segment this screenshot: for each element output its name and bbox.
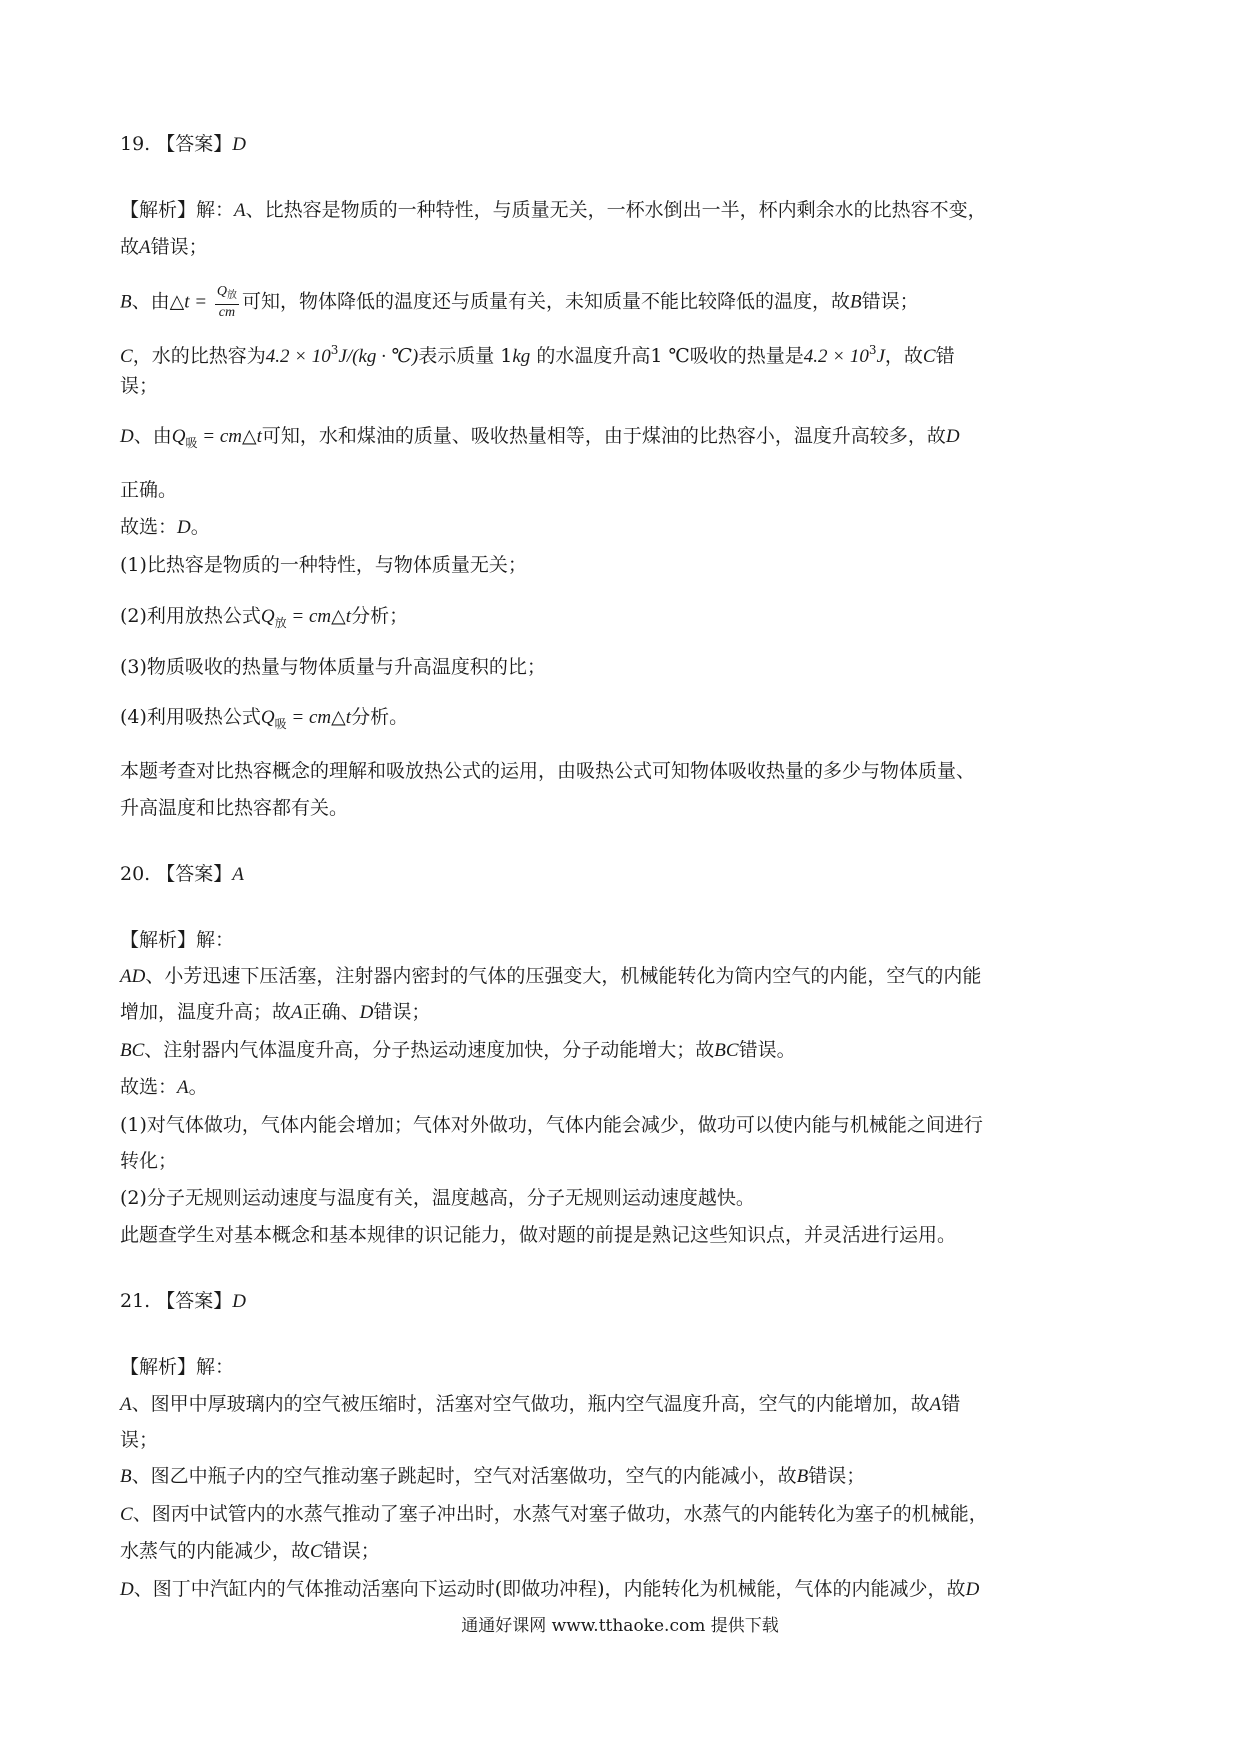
q20-point-2: (2)分子无规则运动速度与温度有关，温度越高，分子无规则运动速度越快。 (120, 1187, 755, 1209)
q19-answer-line: 19. 【答案】D (120, 133, 247, 155)
q19-analysis-line-4: C，水的比热容为$4.2 \times 10^3J/(kg$ · ℃)表示质量 1kg 的水温度升高1 ℃吸收的热量是$4.2 \times 10^3J$，故C错 (120, 343, 955, 367)
q20-analysis-line-3: 增加，温度升高；故A正确、D错误； (120, 1001, 431, 1023)
q19-analysis-line-6: D、由$Q_吸$ = cm△t可知，水和煤油的质量、吸收热量相等，由于煤油的比热容小，温度升高较多，故D (120, 425, 960, 450)
q20-point-1-cont: 转化； (120, 1150, 178, 1172)
q20-summary-line: 此题查学生对基本概念和基本规律的识记能力，做对题的前提是熟记这些知识点，并灵活进行运用。 (120, 1224, 957, 1246)
q19-point-3: (3)物质吸收的热量与物体质量与升高温度积的比； (120, 656, 546, 678)
q19-analysis-line-7: 正确。 (120, 479, 178, 501)
q21-analysis-line-2: A、图甲中厚玻璃内的空气被压缩时，活塞对空气做功，瓶内空气温度升高，空气的内能增加，故A错 (120, 1393, 961, 1415)
q20-answer-line: 20. 【答案】A (120, 863, 244, 885)
q19-point-1: (1)比热容是物质的一种特性，与物体质量无关； (120, 554, 527, 576)
q20-analysis-line-2: AD、小芳迅速下压活塞，注射器内密封的气体的压强变大，机械能转化为筒内空气的内能，空气的内能 (120, 965, 982, 987)
q20-analysis-line-1: 【解析】解： (120, 929, 235, 951)
q19-summary-line-1: 本题考查对比热容概念的理解和吸放热公式的运用，由吸热公式可知物体吸收热量的多少与物体质量、 (120, 760, 976, 782)
q21-analysis-line-5: C、图丙中试管内的水蒸气推动了塞子冲出时，水蒸气对塞子做功，水蒸气的内能转化为塞子的机械能， (120, 1503, 988, 1525)
q19-analysis-line-1: 【解析】解：A、比热容是物质的一种特性，与质量无关，一杯水倒出一半，杯内剩余水的比热容不变， (120, 199, 987, 221)
q21-answer-line: 21. 【答案】D (120, 1290, 247, 1312)
q20-analysis-line-4: BC、注射器内气体温度升高，分子热运动速度加快，分子动能增大；故BC错误。 (120, 1039, 796, 1061)
q19-choice-line: 故选：D。 (120, 516, 210, 538)
q21-analysis-line-3: 误； (120, 1429, 159, 1451)
q19-summary-line-2: 升高温度和比热容都有关。 (120, 797, 349, 819)
heat-fraction: $\frac{Q_放}{cm}$ (216, 284, 237, 320)
q19-point-4: (4)利用吸热公式$Q_吸$ = cm△t分析。 (120, 706, 409, 731)
q21-analysis-line-1: 【解析】解： (120, 1356, 235, 1378)
q19-analysis-line-3: B、由△t = $\frac{Q_放}{cm}$ 可知，物体降低的温度还与质量有关，未知质量不能比较降低的温度，故B错误； (120, 284, 919, 320)
q20-point-1: (1)对气体做功，气体内能会增加；气体对外做功，气体内能会减少，做功可以使内能与机械能之间进行 (120, 1114, 983, 1136)
q20-choice-line: 故选：A。 (120, 1076, 208, 1098)
page-footer: 通通好课网 www.tthaoke.com 提供下载 (461, 1616, 779, 1636)
q19-analysis-line-2: 故A错误； (120, 236, 208, 258)
q19-point-2: (2)利用放热公式$Q_放$ = cm△t分析； (120, 605, 409, 630)
q21-analysis-line-6: 水蒸气的内能减少，故C错误； (120, 1540, 380, 1562)
q19-analysis-line-5: 误； (120, 375, 159, 397)
q21-analysis-line-4: B、图乙中瓶子内的空气推动塞子跳起时，空气对活塞做功，空气的内能减小，故B错误； (120, 1465, 866, 1487)
q21-analysis-line-7: D、图丁中汽缸内的气体推动活塞向下运动时(即做功冲程)，内能转化为机械能，气体的内能减少，故D (120, 1578, 980, 1600)
